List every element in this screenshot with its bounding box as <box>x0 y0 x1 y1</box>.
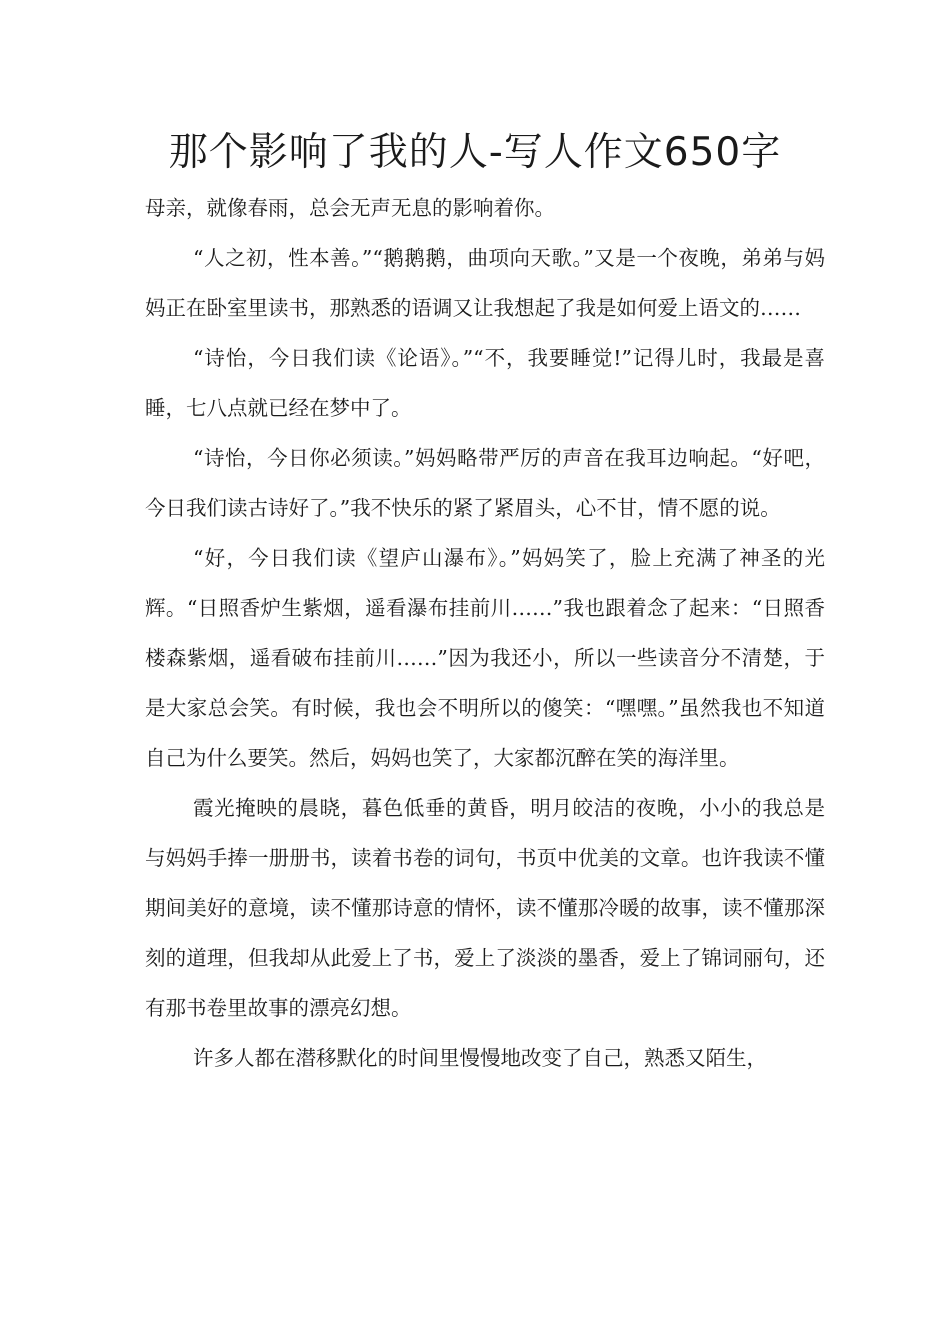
paragraph: “好，今日我们读《望庐山瀑布》。”妈妈笑了，脸上充满了神圣的光辉。“日照香炉生紫烟，遥看瀑布挂前川……”我也跟着念了起来：“日照香楼森紫烟，遥看破布挂前川……”因为我还小，所以一些读音分不清楚，于是大家总会笑。有时候，我也会不明所以的傻笑：“嘿嘿。”虽然我也不知道自己为什么要笑。然后，妈妈也笑了，大家都沉醉在笑的海洋里。 <box>145 546 825 770</box>
paragraph: 霞光掩映的晨晓，暮色低垂的黄昏，明月皎洁的夜晚，小小的我总是与妈妈手捧一册册书，读着书卷的词句，书页中优美的文章。也许我读不懂期间美好的意境，读不懂那诗意的情怀，读不懂那冷暖的故事，读不懂那深刻的道理，但我却从此爱上了书，爱上了淡淡的墨香，爱上了锦词丽句，还有那书卷里故事的漂亮幻想。 <box>145 796 825 1020</box>
document-body <box>145 183 825 1083</box>
paragraph: “人之初，性本善。”“鹅鹅鹅，曲项向天歌。”又是一个夜晚，弟弟与妈妈正在卧室里读书，那熟悉的语调又让我想起了我是如何爱上语文的…… <box>145 246 825 320</box>
document-title: 那个影响了我的人-写人作文650字 <box>168 130 782 175</box>
paragraph: “诗怡，今日你必须读。”妈妈略带严厉的声音在我耳边响起。“好吧，今日我们读古诗好了。”我不快乐的紧了紧眉头，心不甘，情不愿的说。 <box>145 446 825 520</box>
paragraph: “诗怡，今日我们读《论语》。”“不，我要睡觉!”记得儿时，我最是喜睡，七八点就已经在梦中了。 <box>145 346 825 420</box>
paragraph: 母亲，就像春雨，总会无声无息的影响着你。 <box>145 196 555 220</box>
paragraph: 许多人都在潜移默化的时间里慢慢地改变了自己，熟悉又陌生， <box>193 1046 767 1070</box>
